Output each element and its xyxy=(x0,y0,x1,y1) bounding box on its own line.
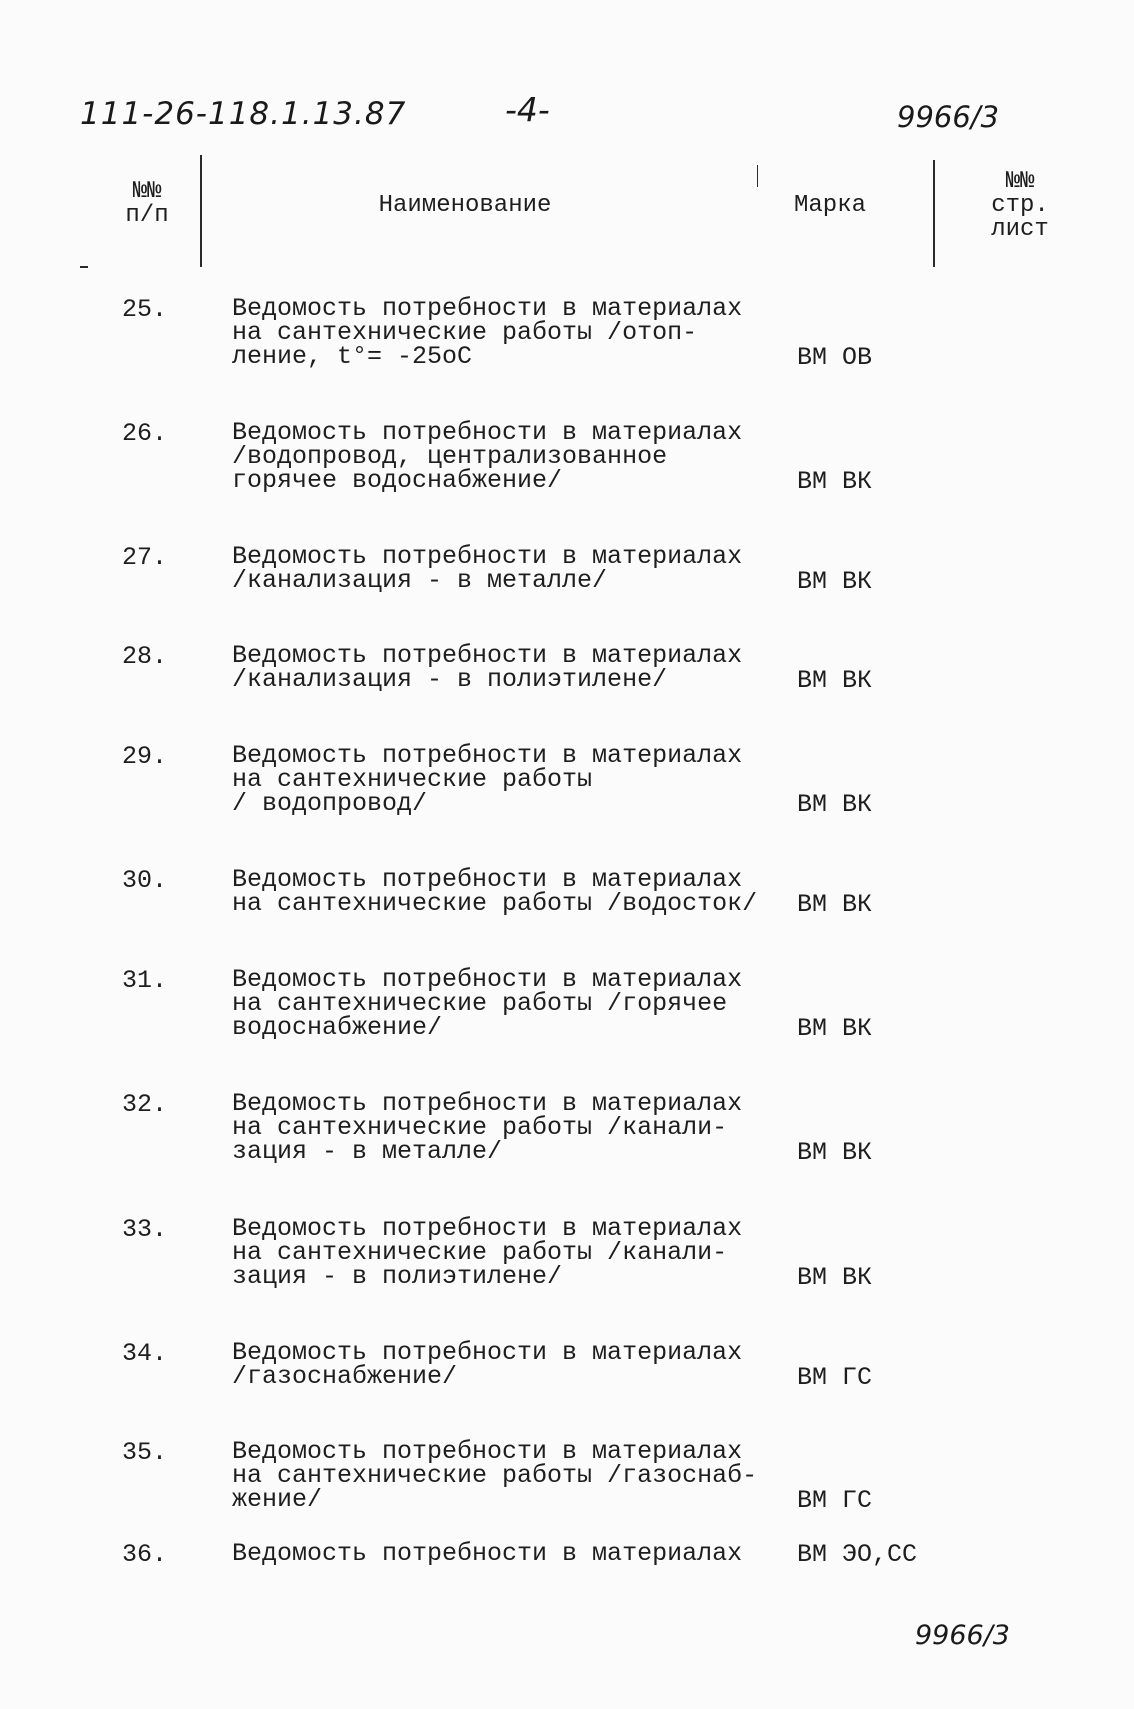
row-number: 25. xyxy=(122,295,168,324)
row-number: 26. xyxy=(122,419,168,448)
column-header-number: №№ п/п xyxy=(125,178,169,229)
column-header-sheet: №№ стр. лист xyxy=(991,168,1049,243)
row-name: Ведомость потребности в материалах /канализация - в полиэтилене/ xyxy=(232,641,743,694)
row-number: 35. xyxy=(122,1438,168,1467)
row-mark: ВМ ГС xyxy=(797,1363,873,1392)
row-mark: ВМ ЭО,СС xyxy=(797,1540,918,1569)
row-mark: ВМ ВК xyxy=(797,1014,873,1043)
row-number: 33. xyxy=(122,1215,168,1244)
row-name: Ведомость потребности в материалах на сантехнические работы /канали- зация - в полиэтилене/ xyxy=(232,1214,743,1291)
row-number: 29. xyxy=(122,742,168,771)
sheet-code-bottom: 9966/3 xyxy=(915,1620,1010,1651)
row-name: Ведомость потребности в материалах на сантехнические работы /отоп- ление, t°= -25оС xyxy=(232,294,743,371)
row-mark: ВМ ВК xyxy=(797,890,873,919)
row-mark: ВМ ВК xyxy=(797,1263,873,1292)
row-name: Ведомость потребности в материалах на сантехнические работы /газоснаб- жение/ xyxy=(232,1437,758,1514)
row-name: Ведомость потребности в материалах на сантехнические работы /канали- зация - в металле/ xyxy=(232,1089,743,1166)
column-divider xyxy=(933,160,935,267)
row-number: 34. xyxy=(122,1339,168,1368)
row-name: Ведомость потребности в материалах на сантехнические работы /водосток/ xyxy=(232,865,758,918)
column-header-name: Наименование xyxy=(378,192,552,219)
row-name: Ведомость потребности в материалах /газоснабжение/ xyxy=(232,1338,743,1391)
document-code: 111-26-118.1.13.87 xyxy=(80,96,407,132)
row-name: Ведомость потребности в материалах на сантехнические работы / водопровод/ xyxy=(232,741,743,818)
column-divider xyxy=(757,165,758,187)
row-number: 28. xyxy=(122,642,168,671)
row-mark: ВМ ВК xyxy=(797,790,873,819)
column-divider xyxy=(200,155,202,267)
page-number: -4- xyxy=(505,90,550,129)
row-name: Ведомость потребности в материалах /водопровод, централизованное горячее водоснабжение/ xyxy=(232,418,743,495)
row-number: 32. xyxy=(122,1090,168,1119)
row-name: Ведомость потребности в материалах xyxy=(232,1539,743,1568)
row-mark: ВМ ВК xyxy=(797,666,873,695)
row-number: 27. xyxy=(122,543,168,572)
row-mark: ВМ ГС xyxy=(797,1486,873,1515)
row-name: Ведомость потребности в материалах на сантехнические работы /горячее водоснабжение/ xyxy=(232,965,743,1042)
header-tick xyxy=(80,266,88,268)
row-mark: ВМ ВК xyxy=(797,467,873,496)
row-mark: ВМ ВК xyxy=(797,567,873,596)
row-mark: ВМ ОВ xyxy=(797,343,873,372)
row-number: 31. xyxy=(122,966,168,995)
column-header-mark: Марка xyxy=(793,192,866,219)
row-mark: ВМ ВК xyxy=(797,1138,873,1167)
sheet-code-top: 9966/3 xyxy=(897,100,1000,134)
row-name: Ведомость потребности в материалах /канализация - в металле/ xyxy=(232,542,743,595)
row-number: 36. xyxy=(122,1540,168,1569)
row-number: 30. xyxy=(122,866,168,895)
